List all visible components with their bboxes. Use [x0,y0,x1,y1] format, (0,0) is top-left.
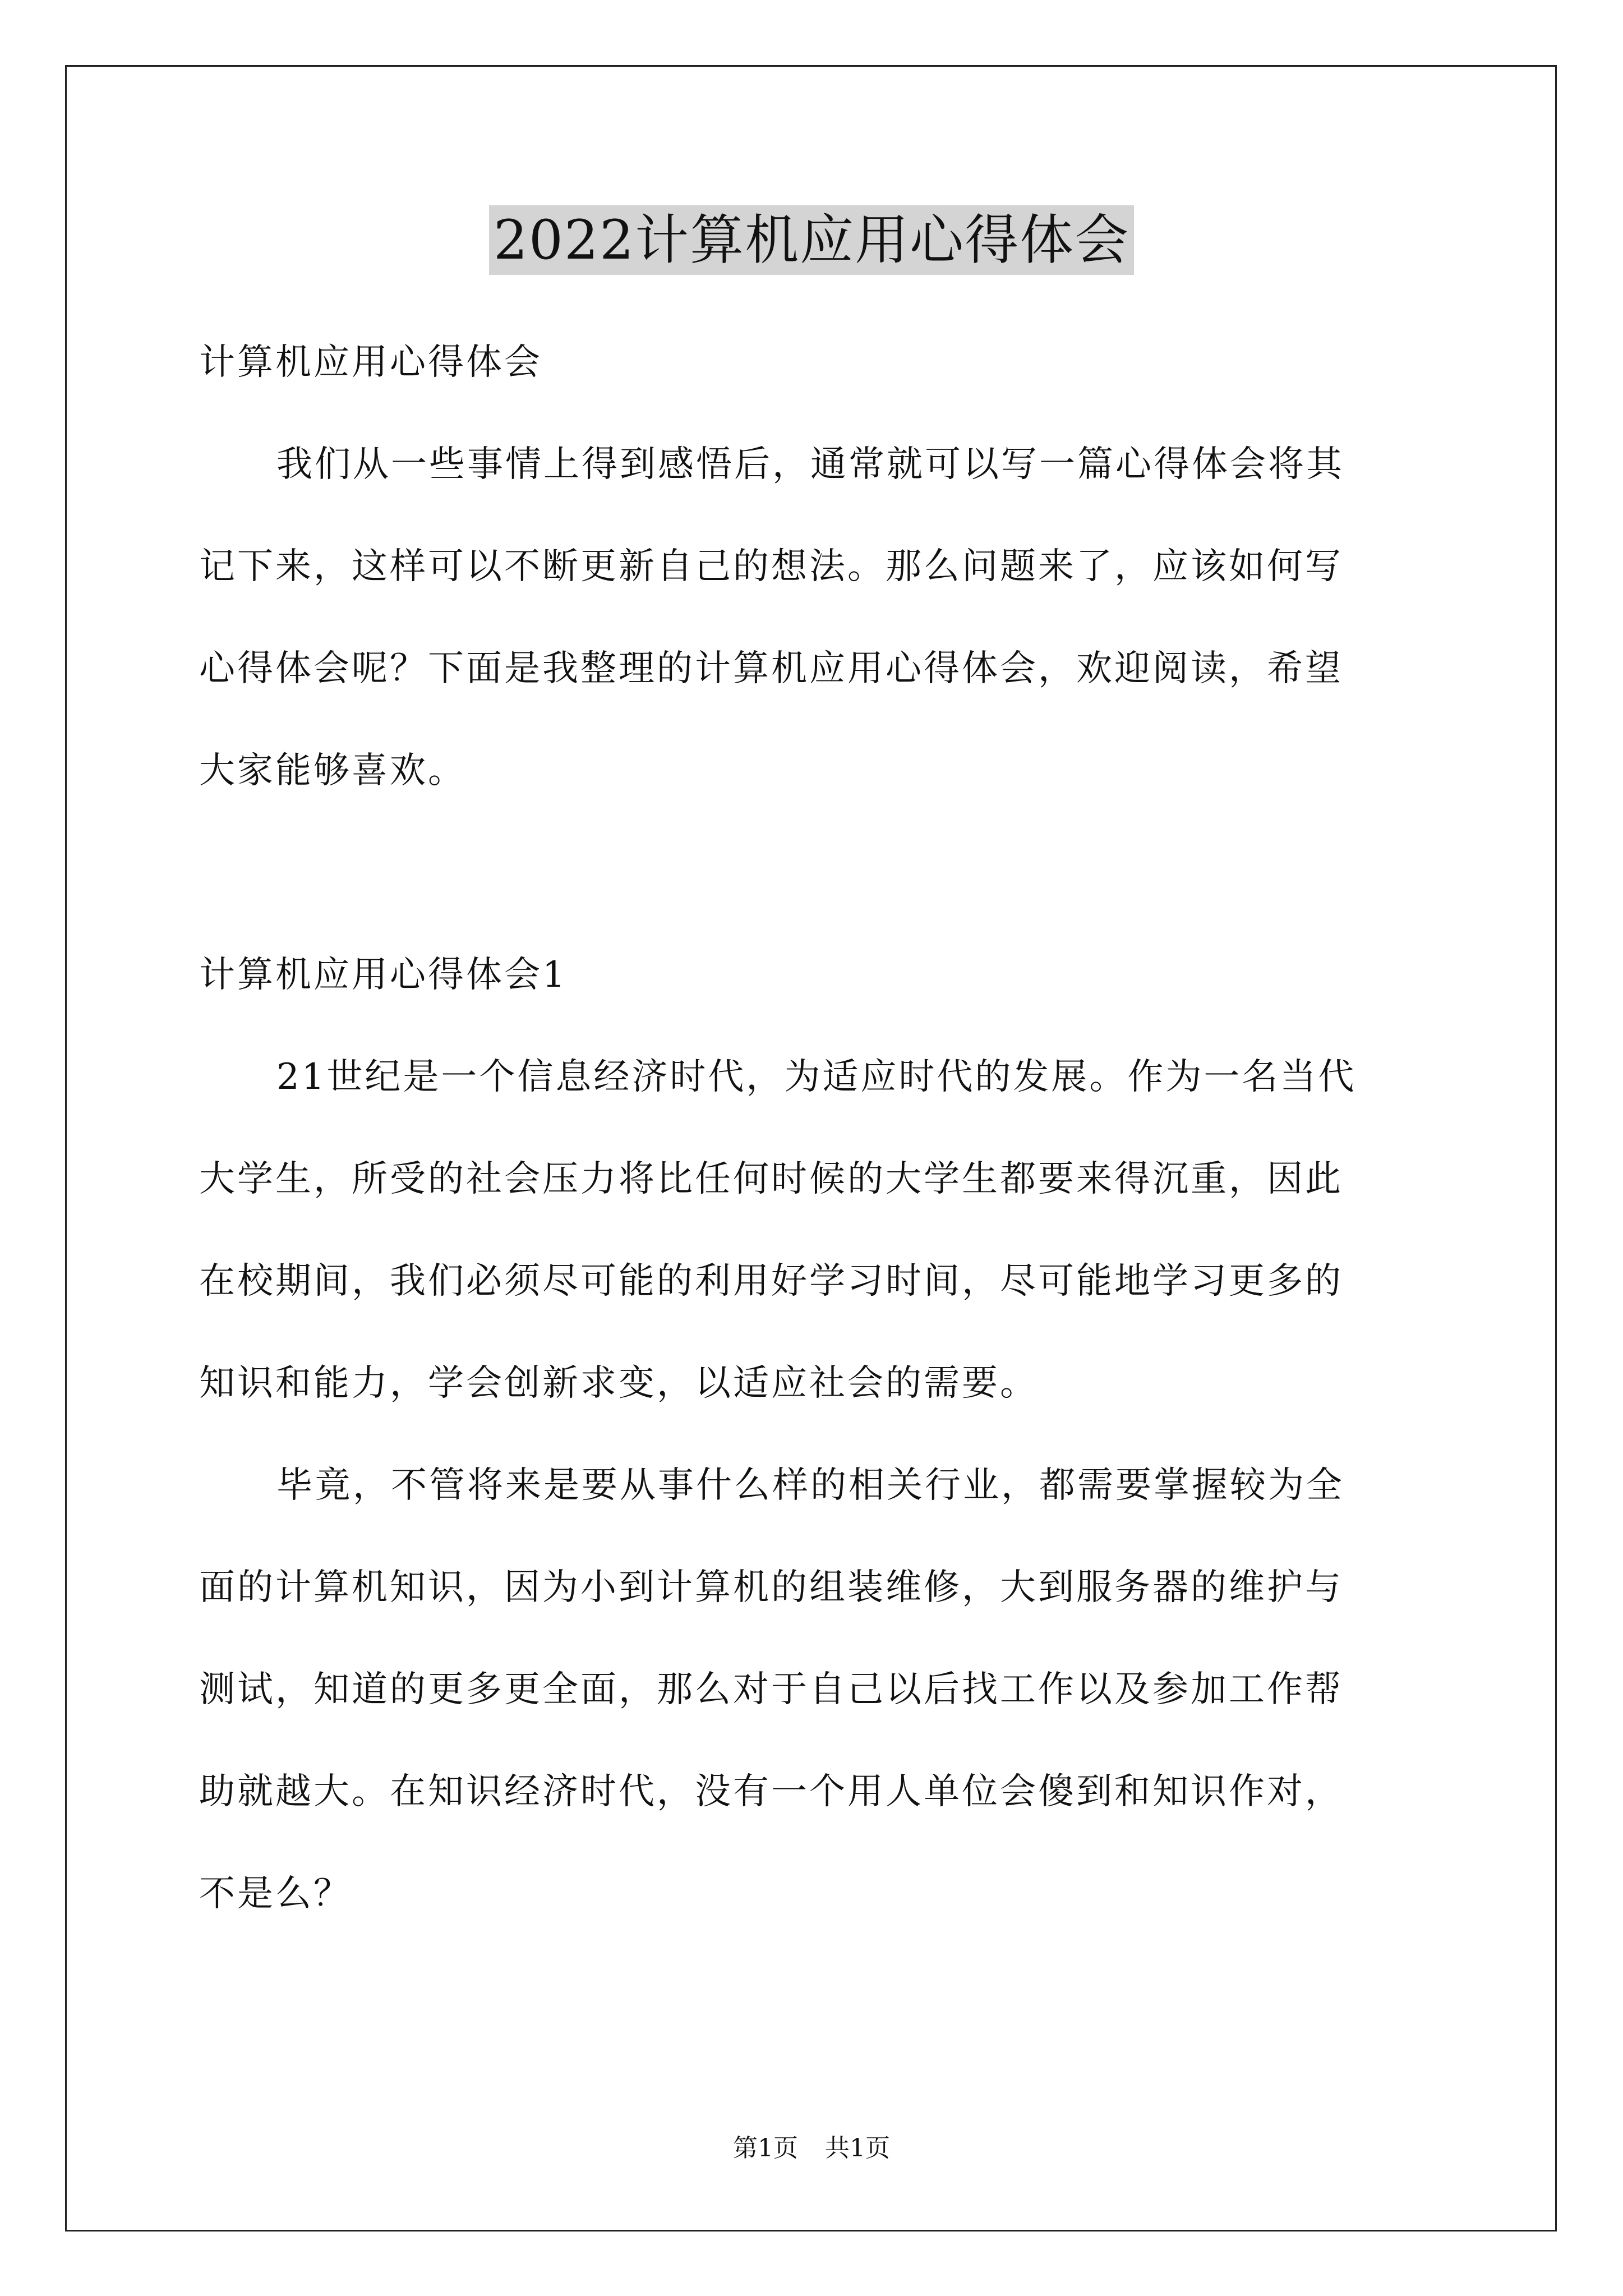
paragraph-line: 毕竟，不管将来是要从事什么样的相关行业，都需要掌握较为全 [276,1465,1344,1506]
paragraph-line: 21世纪是一个信息经济时代，为适应时代的发展。作为一名当代 [276,1056,1357,1098]
paragraph-line: 记下来，这样可以不断更新自己的想法。那么问题来了，应该如何写 [199,546,1343,587]
paragraph-line: 测试，知道的更多更全面，那么对于自己以后找工作以及参加工作帮 [199,1669,1343,1710]
spacer [199,822,1433,924]
page-number-current: 第1页 [733,2134,798,2162]
paragraph-line: 大学生，所受的社会压力将比任何时候的大学生都要来得沉重，因此 [199,1158,1343,1200]
paragraph-line: 心得体会呢？下面是我整理的计算机应用心得体会，欢迎阅读，希望 [199,648,1343,689]
title-container [0,205,1623,275]
paragraph-line: 不是么？ [199,1873,352,1915]
page-footer [0,2132,1623,2165]
document-body [199,311,1433,1945]
section-heading: 计算机应用心得体会1 [199,954,568,996]
page-number-total: 共1页 [825,2134,890,2162]
intro-heading: 计算机应用心得体会 [199,342,542,383]
paragraph-line: 我们从一些事情上得到感悟后，通常就可以写一篇心得体会将其 [276,444,1344,485]
paragraph-line: 面的计算机知识，因为小到计算机的组装维修，大到服务器的维护与 [199,1567,1343,1608]
paragraph-line: 在校期间，我们必须尽可能的利用好学习时间，尽可能地学习更多的 [199,1260,1343,1302]
paragraph-line: 知识和能力，学会创新求变，以适应社会的需要。 [199,1363,1038,1404]
paragraph-line: 助就越大。在知识经济时代，没有一个用人单位会傻到和知识作对， [199,1771,1343,1812]
paragraph-line: 大家能够喜欢。 [199,750,466,792]
document-title: 2022计算机应用心得体会 [489,205,1134,275]
